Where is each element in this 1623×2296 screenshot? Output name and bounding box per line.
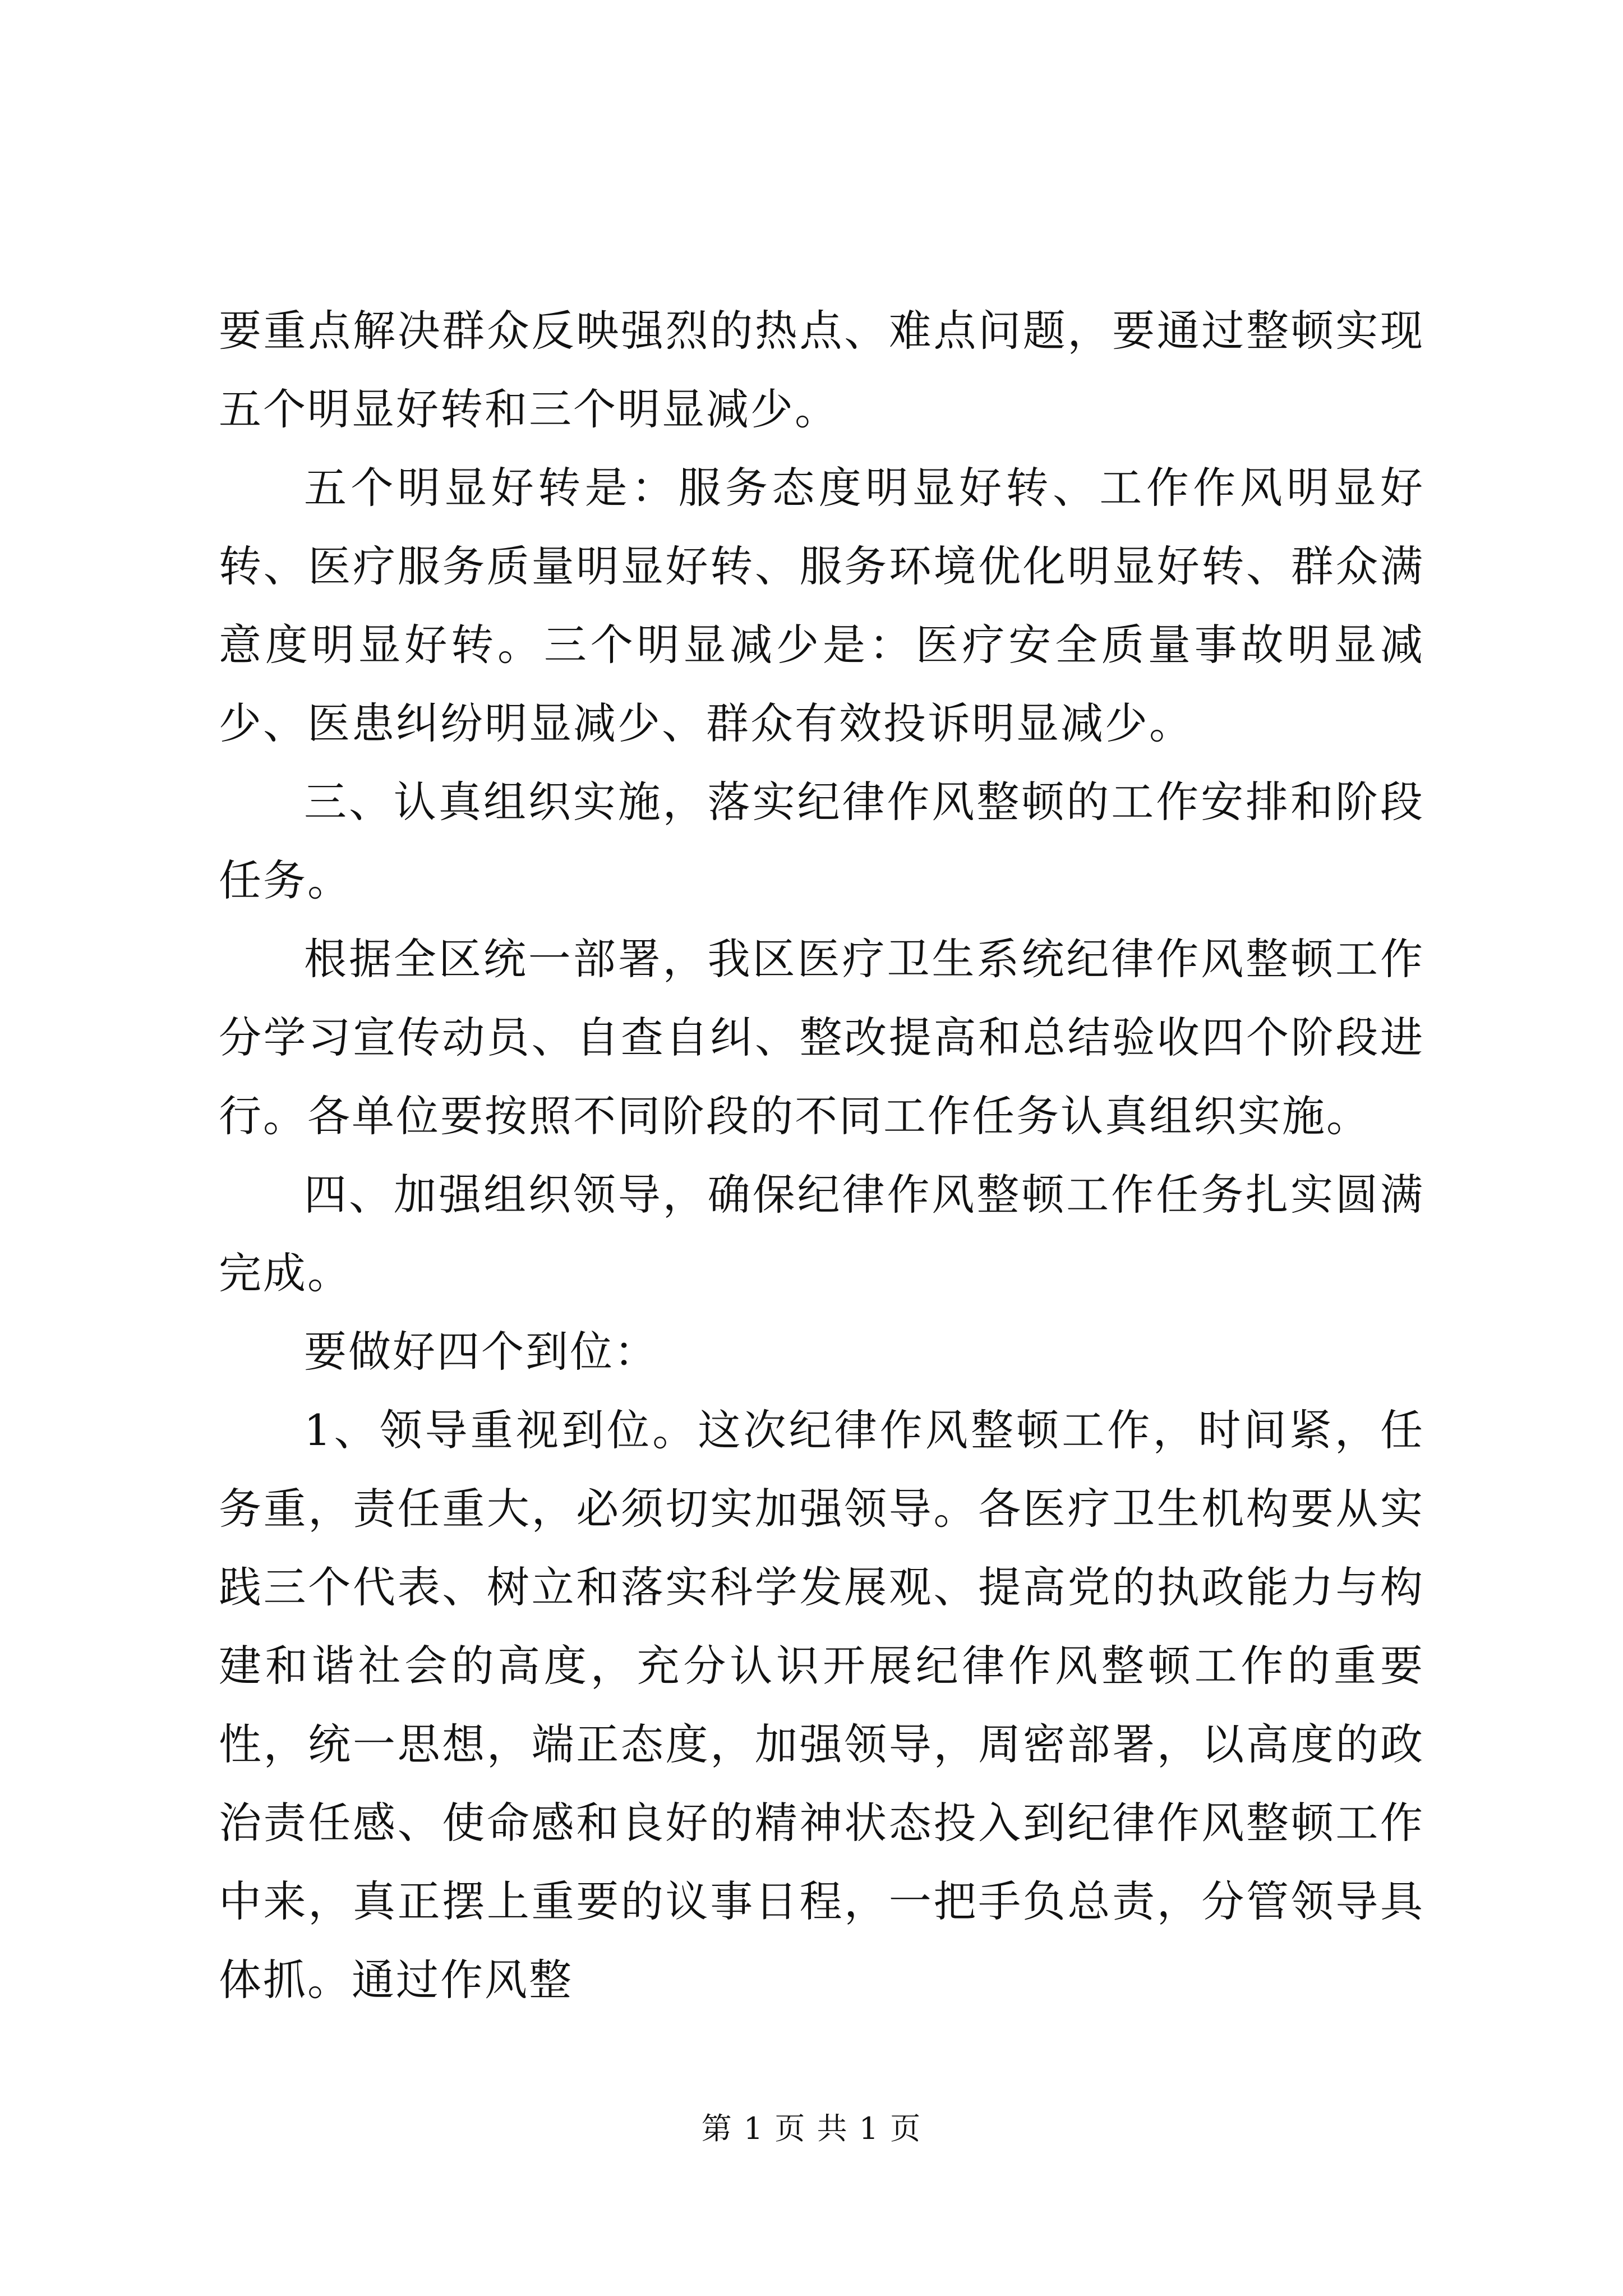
section-heading: 四、加强组织领导，确保纪律作风整顿工作任务扎实圆满完成。 (219, 1170, 1424, 1298)
paragraph: 根据全区统一部署，我区医疗卫生系统纪律作风整顿工作分学习宣传动员、自查自纠、整改提高和总结验收四个阶段进行。各单位要按照不同阶段的不同工作任务认真组织实施。 (219, 934, 1424, 1141)
paragraph: 要做好四个到位： (304, 1327, 658, 1377)
paragraph: 要重点解决群众反映强烈的热点、难点问题，要通过整顿实现五个明显好转和三个明显减少。 (219, 306, 1424, 434)
document-body (219, 292, 1424, 2019)
paragraph: 五个明显好转是：服务态度明显好转、工作作风明显好转、医疗服务质量明显好转、服务环境优化明显好转、群众满意度明显好转。三个明显减少是：医疗安全质量事故明显减少、医患纠纷明显减少、群众有效投诉明显减少。 (219, 463, 1424, 748)
section-heading: 三、认真组织实施，落实纪律作风整顿的工作安排和阶段任务。 (219, 777, 1424, 905)
paragraph: 1、领导重视到位。这次纪律作风整顿工作，时间紧，任务重，责任重大，必须切实加强领导。各医疗卫生机构要从实践三个代表、树立和落实科学发展观、提高党的执政能力与构建和谐社会的高度，充分认识开展纪律作风整顿工作的重要性，统一思想，端正态度，加强领导，周密部署，以高度的政治责任感、使命感和良好的精神状态投入到纪律作风整顿工作中来，真正摆上重要的议事日程，一把手负总责，分管领导具体抓。通过作风整 (219, 1405, 1424, 2005)
page-footer: 第 1 页 共 1 页 (701, 2111, 922, 2146)
